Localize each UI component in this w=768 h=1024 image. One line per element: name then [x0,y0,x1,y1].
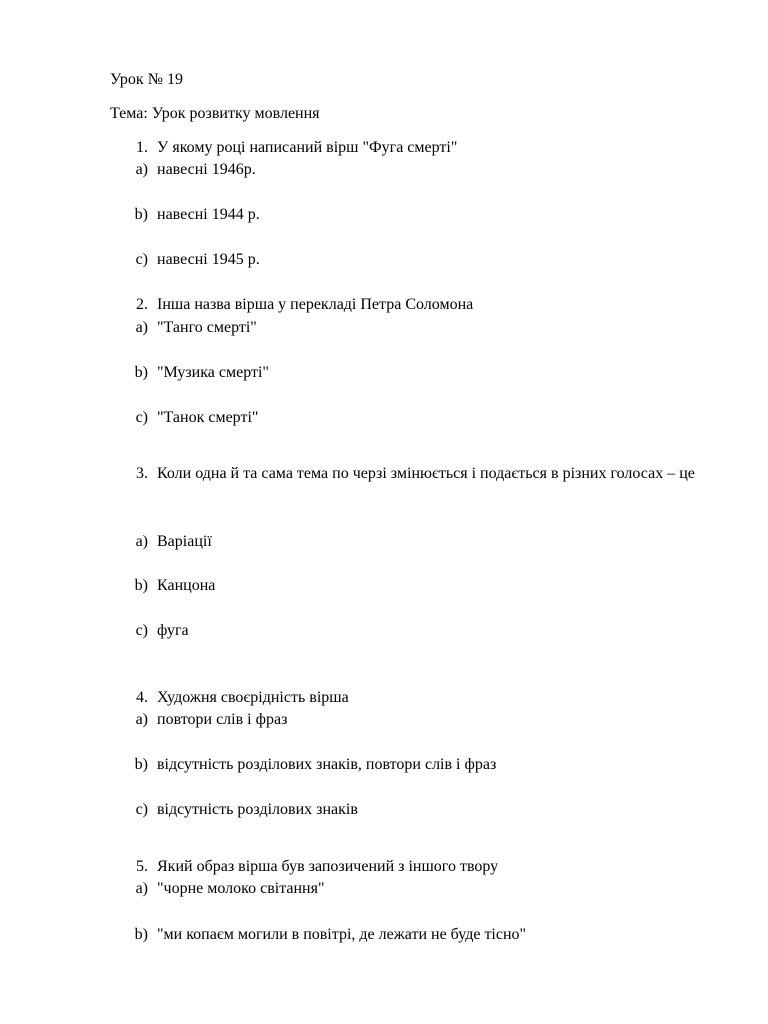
option-text: фуга [157,622,189,639]
lesson-topic: Тема: Урок розвитку мовлення [110,105,320,122]
option-marker: c) [135,622,148,639]
option-marker: b) [134,577,148,594]
option-text: "чорне молоко світання" [157,880,325,897]
option-marker: c) [135,409,148,426]
option-text: "ми копаєм могили в повітрі, де лежати не буде тісно" [157,926,527,943]
option-marker: a) [135,319,148,336]
option-text: повтори слів і фраз [157,711,288,728]
lesson-title: Урок № 19 [110,71,183,88]
option-marker: b) [134,364,148,381]
option-marker: b) [134,206,148,223]
option-text: Варіації [157,533,212,550]
option-marker: c) [135,251,148,268]
question-number: 4. [136,689,148,706]
question-number: 2. [136,296,148,313]
option-text: навесні 1945 р. [157,251,260,268]
question-number: 5. [136,858,148,875]
option-text: навесні 1944 р. [157,206,260,223]
option-text: Канцона [157,577,216,594]
option-text: відсутність розділових знаків, повтори слів і фраз [157,756,497,773]
option-marker: c) [135,801,148,818]
question-text: У якому році написаний вірш "Фуга смерті" [157,139,458,156]
option-marker: b) [134,926,148,943]
question-number: 1. [136,139,148,156]
option-text: "Танок смерті" [157,409,259,426]
question-text: Коли одна й та сама тема по черзі змінюється і подається в різних голосах – це [157,465,695,482]
option-marker: a) [135,533,148,550]
question-number: 3. [136,465,148,482]
option-marker: b) [134,756,148,773]
option-marker: a) [135,880,148,897]
question-text: Який образ вірша був запозичений з іншого твору [157,858,499,875]
option-text: відсутність розділових знаків [157,801,358,818]
option-text: навесні 1946р. [157,161,256,178]
option-marker: a) [135,161,148,178]
option-text: "Музика смерті" [157,364,269,381]
question-text: Художня своєрідність вірша [157,689,349,706]
question-text: Інша назва вірша у перекладі Петра Соломона [157,296,474,313]
option-text: "Танго смерті" [157,319,257,336]
option-marker: a) [135,711,148,728]
